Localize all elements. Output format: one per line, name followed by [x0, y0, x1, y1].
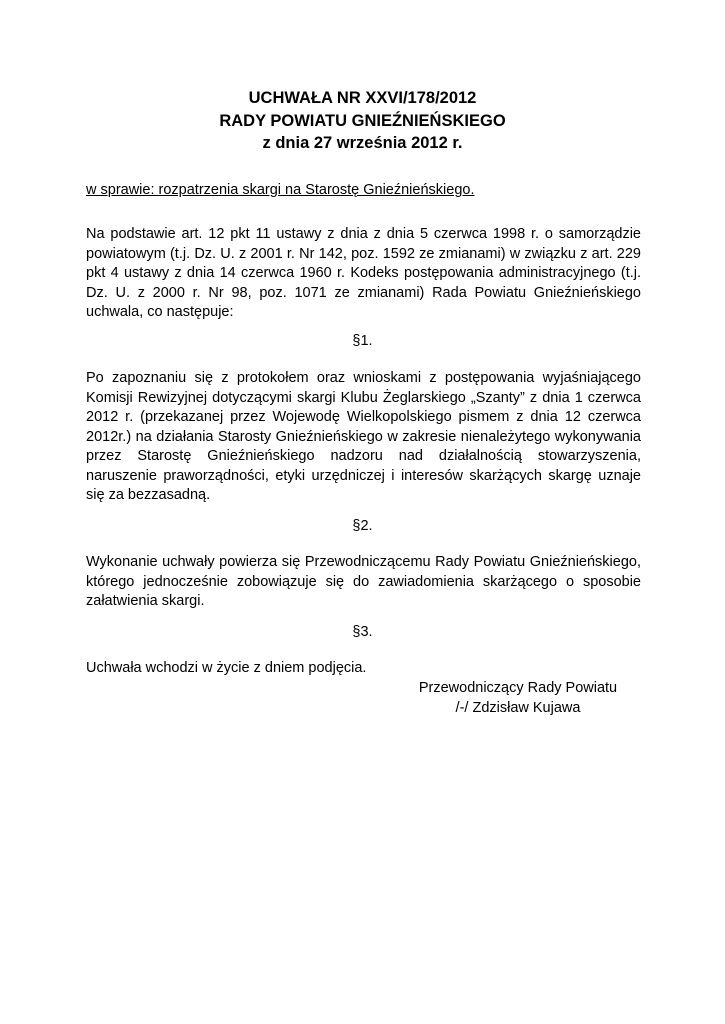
section-2-text: Wykonanie uchwały powierza się Przewodniczącemu Rady Powiatu Gnieźnieńskiego, którego jednocześnie zobowiązuje się do zawiadomienia skarżącego o sposobie załatwienia skargi. [86, 554, 641, 609]
signature-block [380, 679, 656, 718]
section-1-text: Po zapoznaniu się z protokołem oraz wnioskami z postępowania wyjaśniającego Komisji Rewizyjnej dotyczącymi skargi Klubu Żeglarskiego „Szanty” z dnia 1 czerwca 2012 r. (przekazanej przez Wojewodę Wielkopolskiego pismem z dnia 12 czerwca 2012r.) na działania Starosty Gnieźnieńskiego w zakresie nienależytego wykonywania przez Starostę Gnieźnieńskiego nadzoru nad działalnością stowarzyszenia, naruszenie praworządności, etyki urzędniczej i interesów skarżących skargę uznaje się za bezzasadną. [86, 370, 641, 503]
resolution-date: z dnia 27 września 2012 r. [262, 134, 463, 152]
council-name: RADY POWIATU GNIEŹNIEŃSKIEGO [219, 111, 506, 130]
signatory-title: Przewodniczący Rady Powiatu [418, 680, 618, 696]
section-3-text: Uchwała wchodzi w życie z dniem podjęcia. [86, 660, 367, 676]
resolution-subject: w sprawie: rozpatrzenia skargi na Starostę Gnieźnieńskiego. [86, 182, 475, 198]
section-1-mark: §1. [352, 333, 373, 349]
legal-basis-paragraph: Na podstawie art. 12 pkt 11 ustawy z dnia z dnia 5 czerwca 1998 r. o samorządzie powiatowym (t.j. Dz. U. z 2001 r. Nr 142, poz. 1592 ze zmianami) w związku z art. 229 pkt 4 ustawy z dnia 14 czerwca 1960 r. Kodeks postępowania administracyjnego (t.j. Dz. U. z 2000 r. Nr 98, poz. 1071 ze zmianami) Rada Powiatu Gnieźnieńskiego uchwala, co następuje: [86, 226, 641, 320]
signatory-name: /-/ Zdzisław Kujawa [455, 699, 581, 716]
resolution-header [0, 87, 725, 155]
resolution-number: UCHWAŁA NR XXVI/178/2012 [248, 89, 477, 107]
section-2-mark: §2. [352, 518, 373, 534]
section-3-mark: §3. [352, 624, 373, 640]
